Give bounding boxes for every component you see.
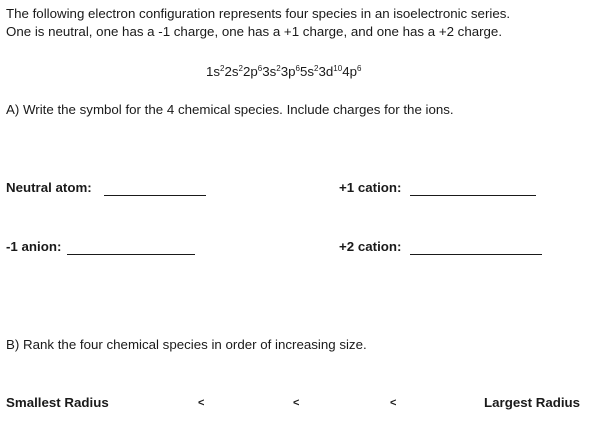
config-electrons: 6 bbox=[357, 64, 362, 73]
config-orbital: 3p bbox=[280, 64, 296, 79]
less-than-symbol: < bbox=[198, 397, 205, 409]
config-orbital: 3d bbox=[318, 64, 334, 79]
config-electrons: 6 bbox=[257, 64, 263, 73]
intro-line-1: The following electron configuration represents four species in an isoelectronic series. bbox=[6, 6, 511, 21]
config-electrons: 2 bbox=[276, 64, 281, 73]
smallest-radius-label: Smallest Radius bbox=[6, 395, 109, 410]
config-orbital: 5s bbox=[300, 64, 315, 79]
anion-minus1-answer-line[interactable] bbox=[67, 254, 195, 255]
cation-plus2-label: +2 cation: bbox=[339, 239, 402, 254]
config-electrons: 10 bbox=[333, 64, 343, 73]
config-electrons: 6 bbox=[295, 64, 300, 73]
config-electrons: 2 bbox=[220, 64, 225, 73]
config-orbital: 3s bbox=[262, 64, 277, 79]
anion-minus1-label: -1 anion: bbox=[6, 239, 62, 254]
config-orbital: 2p bbox=[243, 64, 258, 79]
question-b: B) Rank the four chemical species in order of increasing size. bbox=[6, 337, 367, 352]
config-orbital: 1s bbox=[206, 64, 221, 79]
less-than-symbol: < bbox=[390, 397, 397, 409]
electron-configuration bbox=[206, 64, 361, 79]
config-orbital: 2s bbox=[224, 64, 239, 79]
cation-plus1-answer-line[interactable] bbox=[410, 195, 536, 196]
largest-radius-label: Largest Radius bbox=[484, 395, 581, 410]
intro-line-2: One is neutral, one has a -1 charge, one has a +1 charge, and one has a +2 charge. bbox=[6, 24, 503, 39]
cation-plus2-answer-line[interactable] bbox=[410, 254, 542, 255]
neutral-atom-answer-line[interactable] bbox=[104, 195, 206, 196]
neutral-atom-label: Neutral atom: bbox=[6, 180, 92, 195]
config-electrons: 2 bbox=[238, 64, 243, 73]
cation-plus1-label: +1 cation: bbox=[339, 180, 402, 195]
question-a: A) Write the symbol for the 4 chemical species. Include charges for the ions. bbox=[6, 102, 454, 117]
config-orbital: 4p bbox=[342, 64, 357, 79]
less-than-symbol: < bbox=[293, 397, 300, 409]
config-electrons: 2 bbox=[314, 64, 319, 73]
